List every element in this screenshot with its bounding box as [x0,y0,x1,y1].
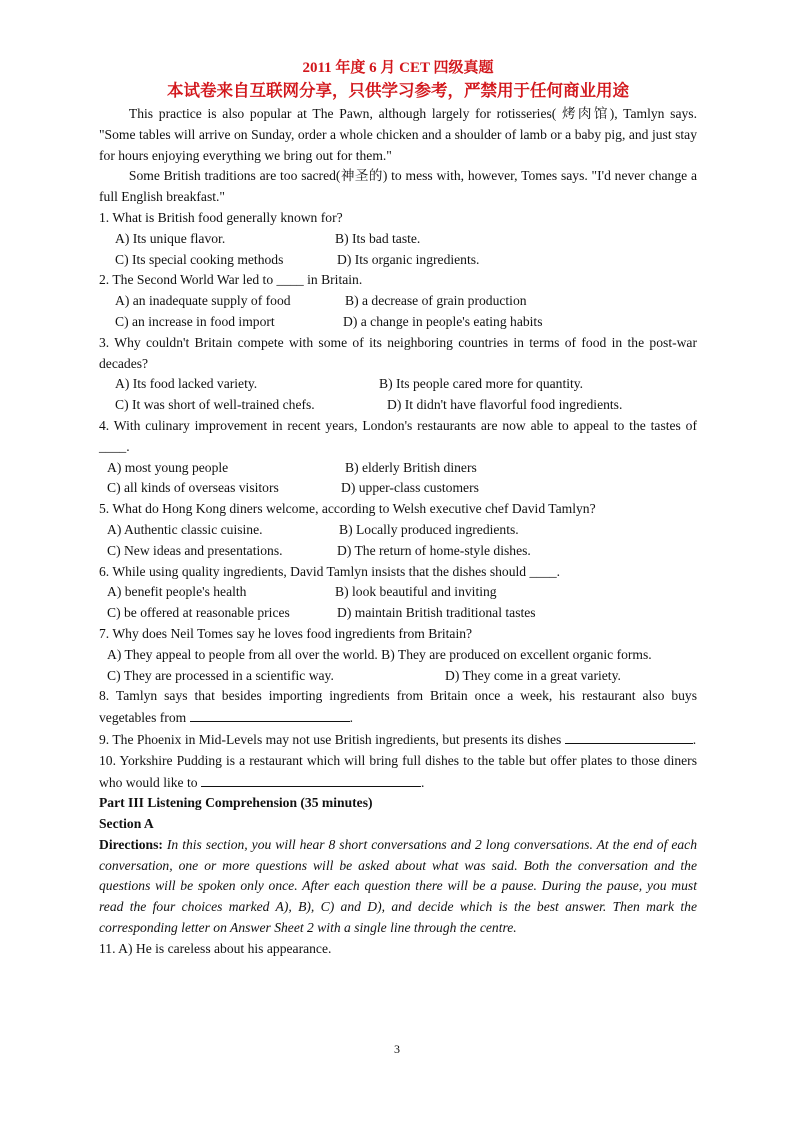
question-4-stem: 4. With culinary improvement in recent years, London's restaurants are now able to appeal to the tastes of ____. [99,417,697,454]
option-a: A) an inadequate supply of food [115,293,291,309]
document-page [99,58,697,960]
question-1-options-row1 [99,229,697,250]
option-a: A) Its unique flavor. [115,230,226,246]
option-c: C) all kinds of overseas visitors [107,480,279,496]
option-c: C) an increase in food import [115,313,275,329]
question-8 [99,686,697,729]
question-4-options-row1 [99,458,697,479]
question-5-options-row2 [99,541,697,562]
question-3-stem: 3. Why couldn't Britain compete with some of its neighboring countries in terms of food in the post-war decades? [99,334,697,371]
answer-blank[interactable] [201,772,421,787]
option-d: D) maintain British traditional tastes [337,605,536,621]
question-10-end: . [420,774,425,790]
option-a: A) Its food lacked variety. [115,376,258,392]
question-8-end: . [349,710,354,726]
question-2-options-row1 [99,291,697,312]
option-b: B) a decrease of grain production [345,293,527,309]
question-7-stem: 7. Why does Neil Tomes say he loves food ingredients from Britain? [99,625,473,641]
question-3-options-row2 [99,395,697,416]
option-b: B) elderly British diners [345,459,477,475]
question-7-options-ab: A) They appeal to people from all over the world. B) They are produced on excellent organic forms. [107,646,652,662]
option-d: D) They come in a great variety. [445,667,621,683]
exam-title: 2011 年度 6 月 CET 四级真题 [302,60,494,76]
option-a: A) benefit people's health [107,584,247,600]
passage-paragraph-2: Some British traditions are too sacred(神圣的) to mess with, however, Tomes says. "I'd never change a full English breakfast." [99,168,697,205]
option-c: C) New ideas and presentations. [107,542,283,558]
question-7-options-row2 [99,666,697,687]
question-1-stem: 1. What is British food generally known for? [99,209,343,225]
option-d: D) It didn't have flavorful food ingredients. [387,397,623,413]
option-b: B) look beautiful and inviting [335,584,497,600]
option-b: B) Its bad taste. [335,230,421,246]
question-2-stem: 2. The Second World War led to ____ in Britain. [99,272,363,288]
page-number: 3 [394,1042,400,1056]
option-d: D) Its organic ingredients. [337,251,480,267]
option-c: C) It was short of well-trained chefs. [115,397,315,413]
question-6-stem: 6. While using quality ingredients, David Tamlyn insists that the dishes should ____. [99,563,561,579]
directions-label: Directions: [99,836,163,852]
option-b: B) Locally produced ingredients. [339,521,519,537]
question-5-stem: 5. What do Hong Kong diners welcome, according to Welsh executive chef David Tamlyn? [99,501,596,517]
option-a: A) most young people [107,459,229,475]
question-4-options-row2 [99,478,697,499]
option-c: C) Its special cooking methods [115,251,284,267]
copyright-notice: 本试卷来自互联网分享，只供学习参考，严禁用于任何商业用途 [167,81,629,100]
option-d: D) a change in people's eating habits [343,313,543,329]
option-c: C) be offered at reasonable prices [107,605,290,621]
answer-blank[interactable] [565,729,693,744]
question-2-options-row2 [99,312,697,333]
question-5-options-row1 [99,520,697,541]
option-b: B) Its people cared more for quantity. [379,376,584,392]
part-heading: Part III Listening Comprehension (35 minutes) [99,795,373,811]
directions [99,835,697,939]
answer-blank[interactable] [190,707,350,722]
passage-paragraph-1: This practice is also popular at The Pawn, although largely for rotisseries( 烤肉馆), Tamlyn says. "Some tables will arrive on Sunday, order a whole chicken and a shoulder of lamb or a baby pig, and just stay for hours enjoying everything we bring out for them." [99,106,697,163]
section-heading: Section A [99,816,154,832]
option-d: D) The return of home-style dishes. [337,542,531,558]
question-11: 11. A) He is careless about his appearance. [99,940,332,956]
question-6-options-row1 [99,582,697,603]
question-10 [99,751,697,794]
question-9-stem: 9. The Phoenix in Mid-Levels may not use British ingredients, but presents its dishes [99,731,562,747]
option-d: D) upper-class customers [341,480,479,496]
question-9 [99,729,697,751]
question-6-options-row2 [99,603,697,624]
question-10-stem: 10. Yorkshire Pudding is a restaurant which will bring full dishes to the table but offer plates to those diners who would like to [99,752,697,790]
directions-text: In this section, you will hear 8 short conversations and 2 long conversations. At the end of each conversation, one or more questions will be asked about what was said. Both the conversation and the questions will be spoken only once. After each question there will be a pause. During the pause, you must read the four choices marked A), B), C) and D), and decide which is the best answer. Then mark the corresponding letter on Answer Sheet 2 with a single line through the centre. [99,836,697,936]
option-a: A) Authentic classic cuisine. [107,521,263,537]
question-1-options-row2 [99,250,697,271]
question-9-end: . [692,731,697,747]
question-3-options-row1 [99,374,697,395]
option-c: C) They are processed in a scientific way. [107,667,334,683]
question-8-stem: 8. Tamlyn says that besides importing ingredients from Britain once a week, his restaurant also buys vegetables from [99,688,697,726]
